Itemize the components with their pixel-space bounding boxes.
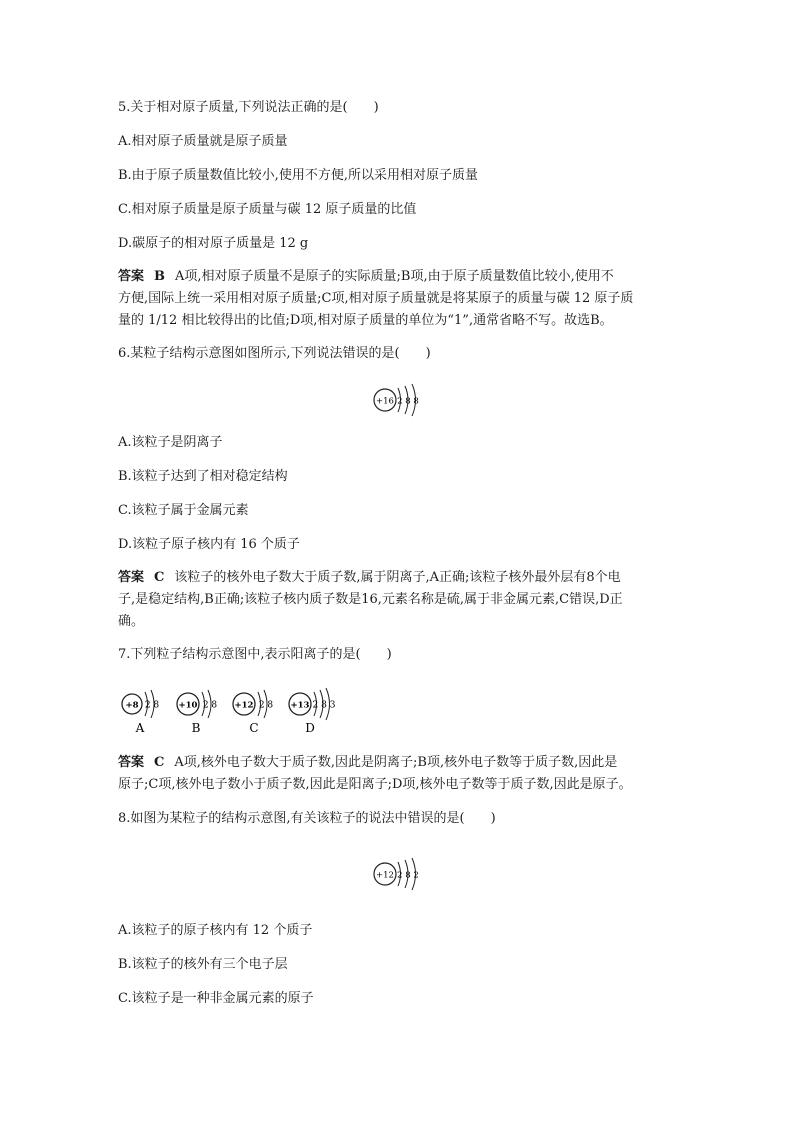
q7-explanation-line-2: 原子;C项,核外电子数小于质子数,因此是阳离子;D项,核外电子数等于质子数,因此是原子。	[118, 777, 632, 792]
q6-answer	[118, 567, 678, 633]
nucleus-charge: +13	[290, 700, 310, 711]
q6-explanation-line-3: 确。	[118, 614, 145, 629]
q5-option-a: A.相对原子质量就是原子质量	[118, 134, 288, 149]
shell-electron-counts: 2 8 8	[397, 396, 419, 407]
answer-label: 答案	[118, 755, 145, 770]
q5-answer	[118, 266, 678, 332]
q7-diagram-d	[286, 684, 342, 736]
q5-explanation-line-2: 方便,国际上统一采用相对原子质量;C项,相对原子质量就是将某原子的质量与碳 12 原子质	[118, 291, 634, 306]
q7-stem: 7.下列粒子结构示意图中,表示阳离子的是( )	[118, 647, 392, 662]
q8-atom-structure-diagram	[370, 854, 430, 894]
shell-electron-counts: 2 8 3	[312, 700, 336, 711]
diagram-label-b: B	[191, 721, 201, 735]
q7-diagram-c	[230, 684, 278, 736]
shell-electron-counts: 2 8 2	[397, 870, 419, 881]
q8-option-c: C.该粒子是一种非金属元素的原子	[118, 991, 314, 1006]
nucleus-charge: +8	[125, 700, 139, 711]
q6-explanation-line-1: 该粒子的核外电子数大于质子数,属于阴离子,A正确;该粒子核外最外层有8个电	[174, 570, 621, 585]
shell-electron-counts: 2 8	[144, 700, 160, 711]
q5-option-d: D.碳原子的相对原子质量是 12 g	[118, 236, 309, 251]
q6-option-d: D.该粒子原子核内有 16 个质子	[118, 537, 300, 552]
q5-option-b: B.由于原子质量数值比较小,使用不方便,所以采用相对原子质量	[118, 168, 478, 183]
q6-stem: 6.某粒子结构示意图如图所示,下列说法错误的是( )	[118, 346, 431, 361]
q8-option-a: A.该粒子的原子核内有 12 个质子	[118, 923, 313, 938]
shell-electron-counts: 2 8	[258, 700, 274, 711]
answer-label: 答案	[118, 570, 145, 585]
shell-electron-counts: 2 8	[202, 700, 218, 711]
q7-explanation-line-1: A项,核外电子数大于质子数,因此是阴离子;B项,核外电子数等于质子数,因此是	[174, 755, 618, 770]
q5-explanation-line-1: A项,相对原子质量不是原子的实际质量;B项,由于原子质量数值比较小,使用不	[175, 269, 614, 284]
q7-answer	[118, 752, 678, 796]
diagram-label-c: C	[249, 721, 259, 735]
answer-label: 答案	[118, 269, 145, 284]
q7-diagram-a	[118, 684, 163, 736]
q6-option-c: C.该粒子属于金属元素	[118, 503, 249, 518]
q5-option-c: C.相对原子质量是原子质量与碳 12 原子质量的比值	[118, 202, 417, 217]
answer-letter: C	[154, 570, 165, 585]
q6-atom-structure-diagram	[370, 380, 430, 420]
diagram-label-a: A	[135, 721, 145, 735]
nucleus-charge: +12	[234, 700, 254, 711]
diagram-label-d: D	[305, 721, 315, 735]
nucleus-charge: +10	[178, 700, 198, 711]
q8-stem: 8.如图为某粒子的结构示意图,有关该粒子的说法中错误的是( )	[118, 811, 496, 826]
q6-explanation-line-2: 子,是稳定结构,B正确;该粒子核内质子数是16,元素名称是硫,属于非金属元素,C错误,D正	[118, 592, 623, 607]
nucleus-charge: +12	[376, 870, 394, 881]
q7-diagram-b	[174, 684, 222, 736]
answer-letter: B	[154, 269, 166, 284]
q5-explanation-line-3: 量的 1/12 相比较得出的比值;D项,相对原子质量的单位为“1”,通常省略不写。故选B。	[118, 313, 613, 328]
q6-option-b: B.该粒子达到了相对稳定结构	[118, 469, 288, 484]
q8-option-b: B.该粒子的核外有三个电子层	[118, 957, 288, 972]
nucleus-charge: +16	[376, 396, 394, 407]
answer-letter: C	[154, 755, 165, 770]
q6-option-a: A.该粒子是阴离子	[118, 435, 223, 450]
q5-stem: 5.关于相对原子质量,下列说法正确的是( )	[118, 100, 379, 115]
